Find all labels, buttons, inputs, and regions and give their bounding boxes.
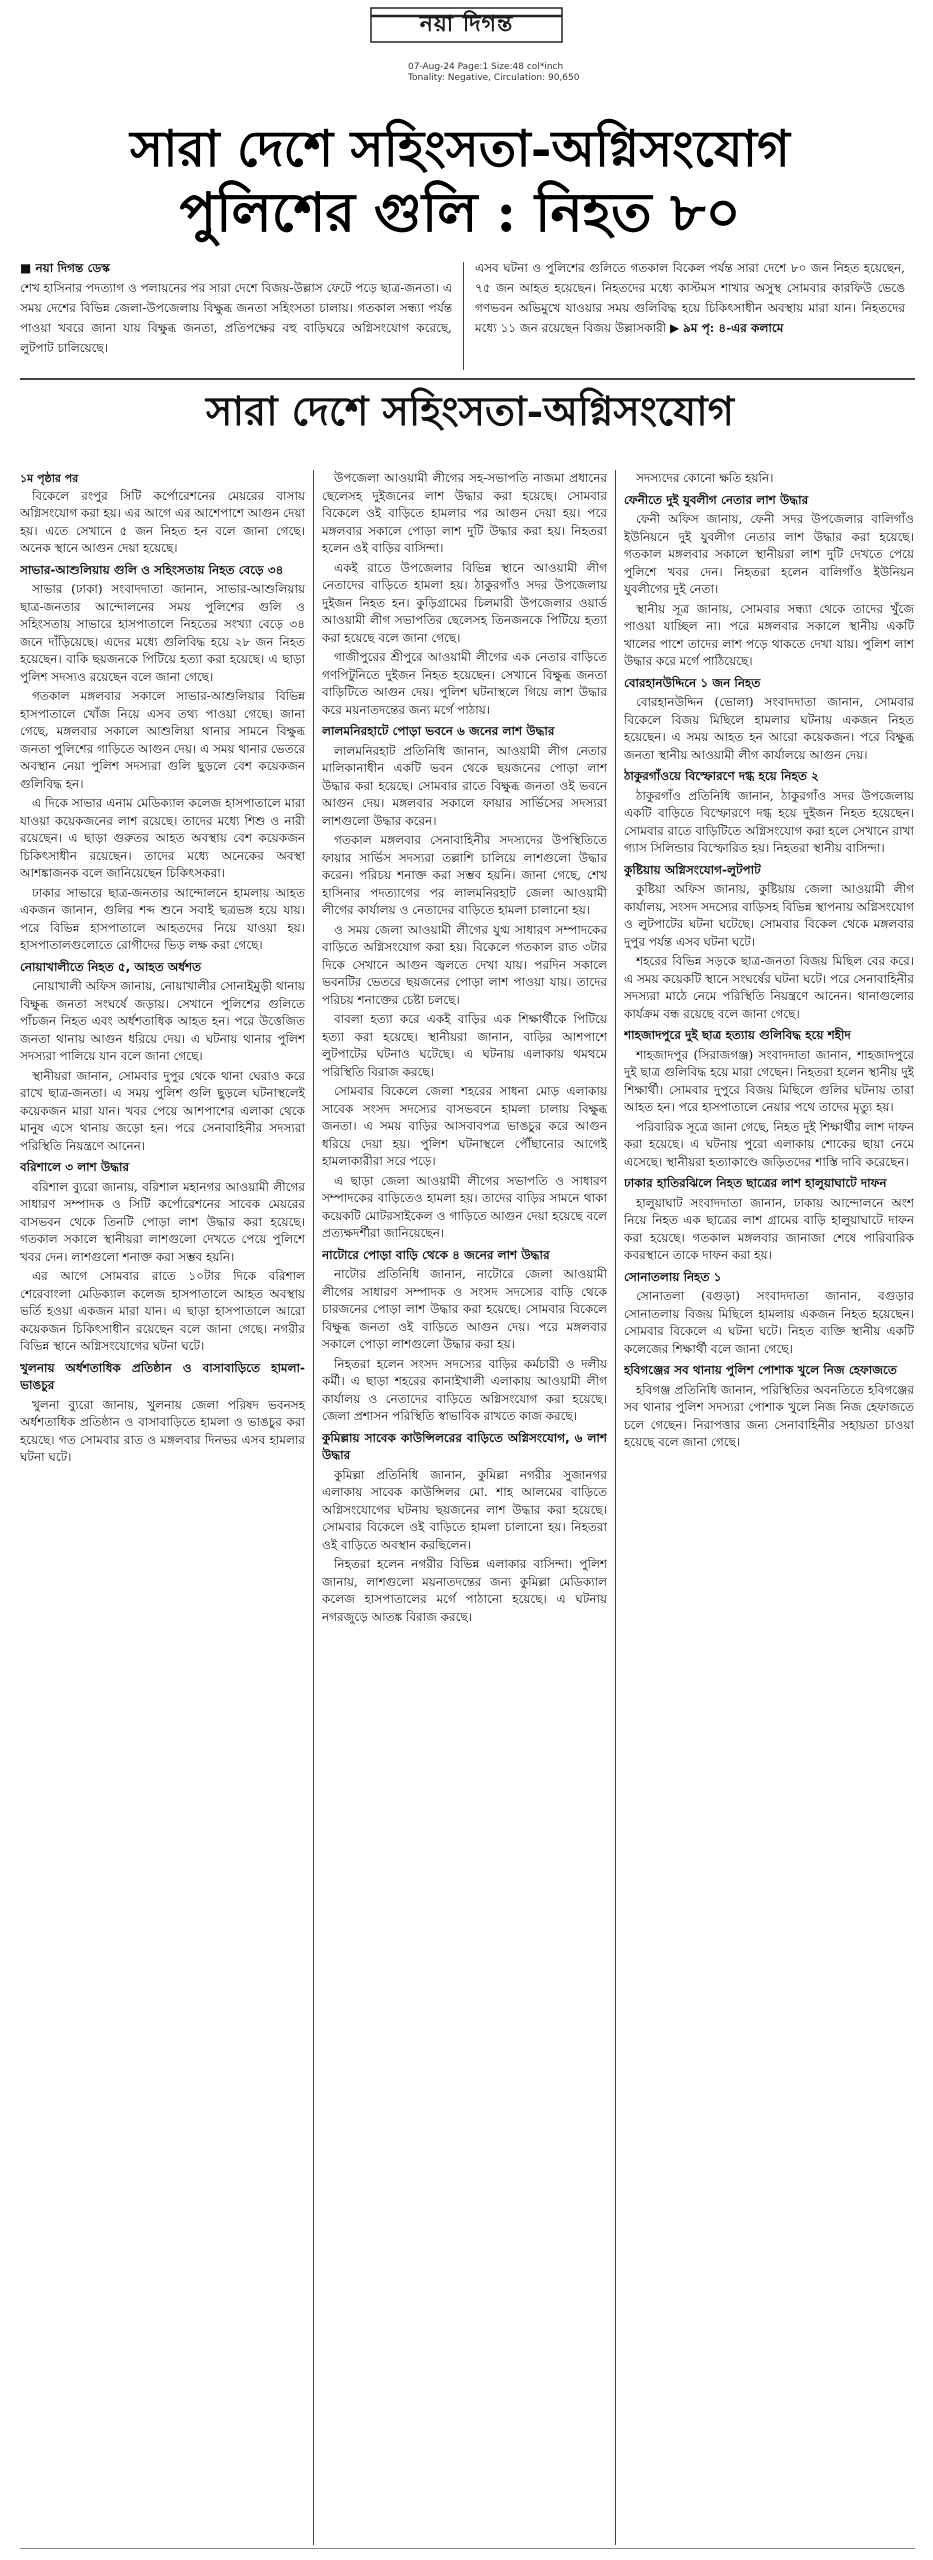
- intro-left-text: শেখ হাসিনার পদত্যাগ ও পলায়নের পর সারা দেশে বিজয়-উল্লাস ফেটে পড়ে ছাত্র-জনতা। এ সময় দেশের বিভিন্ন জেলা-উপজেলায় বিক্ষুব্ধ জনতা সহিংসতা চালায়। গতকাল সন্ধ্যা পর্যন্ত পাওয়া খবরে জানা যায় বিক্ষুব্ধ জনতা, প্রতিপক্ষের বহু বাড়িঘরে অগ্নিসংযোগ করেছে, লুটপাট চালিয়েছে।: [20, 281, 452, 355]
- column-divider-2: [615, 470, 616, 2545]
- paragraph: খুলনা ব্যুরো জানায়, খুলনায় জেলা পরিষদ ভবনসহ অর্ধশতাধিক প্রতিষ্ঠান ও বাসাবাড়িতে হামলা ও ভাঙচুর করা হয়েছে। গত সোমবার রাত ও মঙ্গলবার দিনভর এসব হামলার ঘটনা ঘটে।: [20, 1397, 305, 1464]
- clipping-meta: [408, 62, 579, 84]
- paragraph: ঠাকুরগাঁও প্রতিনিধি জানান, ঠাকুরগাঁও সদর উপজেলায় একটি বাড়িতে বিস্ফোরণে দগ্ধ হয়ে দুইজন নিহত হয়েছেন। সোমবার রাতে বাড়িটিতে অগ্নিসংযোগ করা হলে সেখানে রাখা গ্যাস সিলিন্ডার বিস্ফোরিত হয়। নিহতরা স্থানীয় বাসিন্দা।: [624, 788, 914, 855]
- subheading: বরিশালে ৩ লাশ উদ্ধার: [20, 1160, 130, 1174]
- jump-line: ৯ম পৃ: ৪-এর কলামে: [683, 321, 784, 335]
- headline-line-1: সারা দেশে সহিংসতা-অগ্নিসংযোগ: [130, 119, 790, 178]
- paragraph: বিকেলে রংপুর সিটি কর্পোরেশনের মেয়রের বাসায় অগ্নিসংযোগ করা হয়। এর আগে এর আশেপাশে আগুন দেয়া হয়। এতে সেখানে ৫ জন নিহত হন বলে জানা গেছে। অনেক স্থানে আগুন দেয়া হয়েছে।: [20, 488, 305, 555]
- paragraph: এ দিকে সাভার এনাম মেডিক্যাল কলেজ হাসপাতালে মারা যাওয়া কয়েকজনের লাশ রয়েছে। তাদের মধ্যে শিশু ও নারী রয়েছেন। এ ছাড়া গুরুতর আহত অবস্থায় বেশ কয়েকজন চিকিৎসাধীন রয়েছেন। তাদের মধ্যে অনেকের অবস্থা আশঙ্কাজনক বলে জানিয়েছেন চিকিৎসকরা।: [20, 796, 305, 880]
- paragraph: গাজীপুরের শ্রীপুরে আওয়ামী লীগের এক নেতার বাড়িতে গণপিটুনিতে দুইজন নিহত হয়েছেন। সেখানে বিক্ষুব্ধ জনতা বাড়িটিতে আগুন দেয়। পুলিশ ঘটনাস্থলে গিয়ে লাশ উদ্ধার করে ময়নাতদন্তের জন্য মর্গে পাঠায়।: [322, 650, 607, 717]
- paragraph: লালমনিরহাট প্রতিনিধি জানান, আওয়ামী লীগ নেতার মালিকানাধীন একটি ভবন থেকে ছয়জনের পোড়া লাশ উদ্ধার করা হয়েছে। সোমবার রাতে বিক্ষুব্ধ জনতা ওই ভবনে আগুন দেয়। মঙ্গলবার সকালে ফায়ার সার্ভিসের সদস্যরা লাশগুলো উদ্ধার করেন।: [322, 743, 607, 828]
- headline-line-2: পুলিশের গুলি : নিহত ৮০: [179, 180, 741, 244]
- paragraph: এ ছাড়া জেলা আওয়ামী লীগের সভাপতি ও সাধারণ সম্পাদকের বাড়িতেও হামলা হয়। তাদের বাড়ির সামনে থাকা কয়েকটি মোটরসাইকেল ও গাড়িতে আগুন দেয়া হয়েছে বলে প্রত্যক্ষদর্শীরা জানিয়েছেন।: [322, 1173, 607, 1240]
- subheading: শাহজাদপুরে দুই ছাত্র হত্যায় গুলিবিদ্ধ হয়ে শহীদ: [624, 1028, 851, 1042]
- subheading: ফেনীতে দুই যুবলীগ নেতার লাশ উদ্ধার: [624, 492, 809, 507]
- paragraph: ফেনী অফিস জানায়, ফেনী সদর উপজেলার বালিগাঁও ইউনিয়নে দুই যুবলীগ নেতার লাশ উদ্ধার করা হয়েছে। গতকাল মঙ্গলবার সকালে স্থানীয়রা লাশ দুটি দেখতে পেয়ে পুলিশে খবর দেন। নিহতরা হলেন বালিগাঁও ইউনিয়ন যুবলীগের দুই নেতা।: [624, 512, 914, 596]
- subheading: ঢাকার হাতিরঝিলে নিহত ছাত্রের লাশ হালুয়াঘাটে দাফন: [624, 1176, 887, 1190]
- main-headline: [20, 118, 900, 244]
- paragraph: গতকাল মঙ্গলবার সেনাবাহিনীর সদস্যদের উপস্থিতিতে ফায়ার সার্ভিস সদস্যরা তল্লাশি চালিয়ে লাশগুলো উদ্ধার করেন। পরিচয় শনাক্ত করা সম্ভব হয়নি। জানা গেছে, শেখ হাসিনার পদত্যাগের পর লালমনিরহাট জেলা আওয়ামী লীগের কার্যালয় ও নেতাদের বাড়িতে হামলা চালানো হয়।: [322, 833, 607, 917]
- paragraph: বরিশাল ব্যুরো জানায়, বরিশাল মহানগর আওয়ামী লীগের সাধারণ সম্পাদক ও সিটি কর্পোরেশনের সাবেক মেয়রের বাসভবন থেকে তিনটি পোড়া লাশ উদ্ধার করা হয়েছে। গতকাল সকালে স্থানীয়রা লাশগুলো দেখতে পেয়ে পুলিশে খবর দেন। লাশগুলো শনাক্ত করা সম্ভব হয়নি।: [20, 1179, 305, 1264]
- subheading: সোনাতলায় নিহত ১: [624, 1269, 722, 1284]
- intro-left: [20, 258, 452, 358]
- article-column-3: [624, 470, 914, 2545]
- subheading: লালমনিরহাটে পোড়া ভবনে ৬ জনের লাশ উদ্ধার: [322, 724, 555, 738]
- subheading: কুমিল্লায় সাবেক কাউন্সিলরের বাড়িতে অগ্নিসংযোগ, ৬ লাশ উদ্ধার: [322, 1430, 607, 1462]
- paragraph: এর আগে সোমবার রাতে ১০টার দিকে বরিশাল শেরেবাংলা মেডিক্যাল কলেজ হাসপাতালে আহত অবস্থায় ভর্তি হওয়া একজন মারা যান। এ ছাড়া হাসপাতালে আরো কয়েকজন চিকিৎসাধীন রয়েছেন বলে জানা গেছে। নগরীর বিভিন্ন স্থানে অগ্নিসংযোগের ঘটনা ঘটে।: [20, 1269, 305, 1353]
- subheading: খুলনায় অর্ধশতাধিক প্রতিষ্ঠান ও বাসাবাড়িতে হামলা-ভাঙচুর: [20, 1360, 305, 1392]
- paragraph: হবিগঞ্জ প্রতিনিধি জানান, পরিস্থিতির অবনতিতে হবিগঞ্জের সব থানার পুলিশ সদস্যরা পোশাক খুলে নিজ নিজ হেফাজতে চলে গেছেন। নিরাপত্তার জন্য সেনাবাহিনীর সহায়তা চাওয়া হয়েছে বলে জানা গেছে।: [624, 1382, 914, 1449]
- paragraph: কুমিল্লা প্রতিনিধি জানান, কুমিল্লা নগরীর সুজানগর এলাকায় সাবেক কাউন্সিলর মো. শাহ আলমের বাড়িতে অগ্নিসংযোগের ঘটনায় ছয়জনের লাশ উদ্ধার করা হয়েছে। সোমবার বিকেলে ওই বাড়িতে হামলা চালানো হয়। নিহতরা ওই বাড়িতে অবস্থান করছিলেন।: [322, 1467, 607, 1552]
- byline-text: নয়া দিগন্ত ডেস্ক: [35, 261, 110, 275]
- paragraph: নোয়াখালী অফিস জানায়, নোয়াখালীর সোনাইমুড়ী থানায় বিক্ষুব্ধ জনতা সংঘর্ষে জড়ায়। সেখানে পুলিশের গুলিতে পাঁচজন নিহত এবং অর্ধশতাধিক আহত হন। পরে উত্তেজিত জনতা থানায় আগুন ধরিয়ে দেয়। এ ঘটনায় থানার পুলিশ সদস্যরা পালিয়ে যান বলে জানা গেছে।: [20, 979, 305, 1063]
- meta-line-1: 07-Aug-24 Page:1 Size:48 col*inch: [408, 62, 564, 72]
- paragraph: সদস্যদের কোনো ক্ষতি হয়নি।: [636, 471, 774, 485]
- intro-right-text: এসব ঘটনা ও পুলিশের গুলিতে গতকাল বিকেল পর্যন্ত সারা দেশে ৮০ জন নিহত হয়েছেন, ৭৫ জন আহত হয়েছেন। নিহতদের মধ্যে কাস্টমস শাখার অসুস্থ সোমবার কারফিউ ভেঙে গণভবন অভিমুখে যাওয়ার সময় গুলিবিদ্ধ হয়ে চিকিৎসাধীন অবস্থায় মারা যান। নিহতদের মধ্যে ১১ জন রয়েছেন বিজয় উল্লাসকারী: [475, 261, 905, 335]
- paragraph: স্থানীয় সূত্র জানায়, সোমবার সন্ধ্যা থেকে তাদের খুঁজে পাওয়া যাচ্ছিল না। পরে মঙ্গলবার সকালে স্থানীয় একটি খালের পাশে তাদের লাশ পড়ে থাকতে দেখা যায়। পুলিশ লাশ উদ্ধার করে মর্গে পাঠিয়েছে।: [624, 601, 914, 668]
- paragraph: স্থানীয়রা জানান, সোমবার দুপুর থেকে থানা ঘেরাও করে রাখে ছাত্র-জনতা। এ সময় পুলিশ গুলি ছুড়লে ঘটনাস্থলেই কয়েকজন মারা যান। খবর পেয়ে আশপাশের এলাকা থেকে মানুষ এসে থানায় জড়ো হন। পরে সেনাবাহিনীর সদস্যরা পরিস্থিতি নিয়ন্ত্রণে আনেন।: [20, 1068, 305, 1153]
- column-divider-1: [313, 470, 314, 2545]
- paragraph: নিহতরা হলেন সংসদ সদস্যের বাড়ির কর্মচারী ও দলীয় কর্মী। এ ছাড়া শহরের কানাইখালী এলাকায় আওয়ামী লীগ কার্যালয় ও নেতাদের বাড়িতে অগ্নিসংযোগ করা হয়েছে। জেলা প্রশাসন পরিস্থিতি স্বাভাবিক রাখতে কাজ করছে।: [322, 1356, 607, 1423]
- paragraph: নিহতরা হলেন নগরীর বিভিন্ন এলাকার বাসিন্দা। পুলিশ জানায়, লাশগুলো ময়নাতদন্তের জন্য কুমিল্লা মেডিক্যাল কলেজ হাসপাতালের মর্গে পাঠানো হয়েছে। এ ঘটনায় নগরজুড়ে আতঙ্ক বিরাজ করছে।: [322, 1557, 607, 1624]
- masthead: [0, 0, 933, 83]
- section-rule: [20, 378, 915, 380]
- paragraph: সোনাতলা (বগুড়া) সংবাদদাতা জানান, বগুড়ার সোনাতলায় বিজয় মিছিলে হামলায় একজন নিহত হয়েছেন। সোমবার বিকেলে এ ঘটনা ঘটে। নিহত ব্যক্তি স্থানীয় একটি কলেজের শিক্ষার্থী বলে জানা গেছে।: [624, 1289, 914, 1356]
- paragraph: বোরহানউদ্দিন (ভোলা) সংবাদদাতা জানান, সোমবার বিকেলে বিজয় মিছিলে হামলার ঘটনায় একজন নিহত হয়েছেন। এ সময় আহত হন আরো কয়েকজন। পরে বিক্ষুব্ধ জনতা স্থানীয় আওয়ামী লীগ কার্যালয়ে আগুন দেয়।: [624, 695, 914, 762]
- intro-divider: [463, 262, 464, 370]
- article-column-1: [20, 470, 305, 2545]
- paragraph: একই রাতে উপজেলার বিভিন্ন স্থানে আওয়ামী লীগ নেতাদের বাড়িতে হামলা হয়। ঠাকুরগাঁও সদর উপজেলায় দুইজন নিহত হন। কুড়িগ্রামের চিলমারী উপজেলার ওয়ার্ড আওয়ামী লীগ সভাপতির ছেলেসহ তিনজনকে পিটিয়ে হত্যা করা হয়েছে বলে জানা গেছে।: [322, 560, 607, 645]
- subheading: বোরহানউদ্দিনে ১ জন নিহত: [624, 675, 761, 690]
- paragraph: উপজেলা আওয়ামী লীগের সহ-সভাপতি নাজমা প্রধানের ছেলেসহ দুইজনের লাশ উদ্ধার করা হয়েছে। সোমবার বিকেলে ওই বাড়িতে হামলার পর আগুন দেয়া হয়। পরে মঙ্গলবার সকালে পোড়া লাশ দুটি উদ্ধার করা হয়। নিহতরা হলেন ওই বাড়ির বাসিন্দা।: [322, 471, 607, 555]
- logo-text: নয়া দিগন্ত: [419, 11, 514, 37]
- paragraph: ও সময় জেলা আওয়ামী লীগের যুগ্ম সাধারণ সম্পাদকের বাড়িতে অগ্নিসংযোগ করা হয়। বিকেলে গতকাল রাত ৩টার দিকে সেখানে আগুন জ্বলতে দেখা যায়। পরদিন সকালে ভবনটির ভেতরে ছয়জনের পোড়া লাশ পাওয়া যায়। তাদের পরিচয় শনাক্তের চেষ্টা চলছে।: [322, 922, 607, 1007]
- subheading: নাটোরে পোড়া বাড়ি থেকে ৪ জনের লাশ উদ্ধার: [322, 1247, 550, 1262]
- paragraph: সাভার (ঢাকা) সংবাদদাতা জানান, সাভার-আশুলিয়ায় ছাত্র-জনতার আন্দোলনের সময় পুলিশের গুলি ও সহিংসতায় সাভারে হাসপাতালে নিহতের সংখ্যা বেড়ে ৩৪ জনে দাঁড়িয়েছে। এদের মধ্যে গুলিবিদ্ধ হয়ে ২৮ জন নিহত হয়েছেন। বাকি ছয়জনকে পিটিয়ে হত্যা করা হয়েছে। এ ছাড়া পুলিশ সদস্যও রয়েছেন বলে জানা গেছে।: [20, 582, 305, 684]
- paragraph: নাটোর প্রতিনিধি জানান, নাটোরে জেলা আওয়ামী লীগের সাধারণ সম্পাদক ও সংসদ সদস্যের বাড়ি থেকে চারজনের পোড়া লাশ উদ্ধার করা হয়েছে। সোমবার বিকেলে বিক্ষুব্ধ জনতা ওই বাড়িতে আগুন দেয়। পরে মঙ্গলবার সকালে পোড়া লাশগুলো উদ্ধার করা হয়।: [322, 1267, 607, 1351]
- continuation-title: সারা দেশে সহিংসতা-অগ্নিসংযোগ: [206, 388, 734, 435]
- subheading: ঠাকুরগাঁওয়ে বিস্ফোরণে দগ্ধ হয়ে নিহত ২: [624, 769, 819, 783]
- article-column-2: [322, 470, 607, 2545]
- paragraph: গতকাল মঙ্গলবার সকালে সাভার-আশুলিয়ার বিভিন্ন হাসপাতালে খোঁজ নিয়ে এসব তথ্য পাওয়া গেছে। জানা গেছে, মঙ্গলবার সকালে আশুলিয়া থানার সামনে বিক্ষুব্ধ জনতা পুলিশের গাড়িতে আগুন দেয়। এ সময় থানার ভেতরে অবস্থান নেয়া পুলিশ সদস্যরা গুলি ছুড়লে বেশ কয়েকজন গুলিবিদ্ধ হন।: [20, 689, 305, 791]
- paragraph: বাবলা হত্যা করে একই বাড়ির এক শিক্ষার্থীকে পিটিয়ে হত্যা করা হয়েছে। স্থানীয়রা জানান, বাড়ির আশপাশে লুটপাটের ঘটনাও ঘটেছে। এ ঘটনায় এলাকায় থমথমে পরিস্থিতি বিরাজ করছে।: [322, 1012, 607, 1079]
- paragraph: শহরের বিভিন্ন সড়কে ছাত্র-জনতা বিজয় মিছিল বের করে। এ সময় কয়েকটি স্থানে সংঘর্ষের ঘটনা ঘটে। পরে সেনাবাহিনীর সদস্যরা মাঠে নেমে পরিস্থিতি নিয়ন্ত্রণে আনেন। থানাগুলোর কার্যক্রম বন্ধ রয়েছে বলে জানা গেছে।: [624, 954, 914, 1021]
- subheading: সাভার-আশুলিয়ায় গুলি ও সহিংসতায় নিহত বেড়ে ৩৪: [20, 562, 284, 577]
- newspaper-logo: [370, 6, 563, 44]
- byline-credit: ■ নয়া দিগন্ত ডেস্ক: [20, 261, 110, 275]
- paragraph: হালুয়াঘাট সংবাদদাতা জানান, ঢাকায় আন্দোলনে অংশ নিয়ে নিহত এক ছাত্রের লাশ গ্রামের বাড়ি হালুয়াঘাটে দাফন করা হয়েছে। গতকাল মঙ্গলবার জানাজা শেষে পারিবারিক কবরস্থানে তাকে দাফন করা হয়।: [624, 1195, 914, 1262]
- bottom-rule: [20, 2548, 915, 2549]
- subheading: হবিগঞ্জের সব থানায় পুলিশ পোশাক খুলে নিজ হেফাজতে: [624, 1363, 897, 1377]
- paragraph: শাহজাদপুর (সিরাজগঞ্জ) সংবাদদাতা জানান, শাহজাদপুরে দুই ছাত্র গুলিবিদ্ধ হয়ে মারা গেছেন। নিহতরা হলেন স্থানীয় দুই শিক্ষার্থী। সোমবার দুপুরে বিজয় মিছিলে গুলির ঘটনায় তারা আহত হন। পরে হাসপাতালে নেয়ার পথে তাদের মৃত্যু হয়।: [624, 1047, 914, 1114]
- paragraph: কুষ্টিয়া অফিস জানায়, কুষ্টিয়ায় জেলা আওয়ামী লীগ কার্যালয়, সংসদ সদস্যের বাড়িসহ বিভিন্ন স্থাপনায় অগ্নিসংযোগ ও লুটপাটের ঘটনা ঘটেছে। সোমবার বিকেল থেকে মঙ্গলবার দুপুর পর্যন্ত এসব ঘটনা ঘটে।: [624, 882, 914, 949]
- subheading: নোয়াখালীতে নিহত ৫, আহত অর্ধশত: [20, 959, 202, 974]
- meta-line-2: Tonality: Negative, Circulation: 90,650: [408, 73, 580, 83]
- paragraph: ঢাকার সাভারে ছাত্র-জনতার আন্দোলনে হামলায় আহত একজন জানান, গুলির শব্দ শুনে সবাই ছত্রভঙ্গ হয়ে যায়। পরে বিভিন্ন হাসপাতালে আহতদের নিয়ে যাওয়া হয়। হাসপাতালগুলোতে রোগীদের ভিড় লক্ষ করা গেছে।: [20, 885, 305, 952]
- intro-right: এসব ঘটনা ও পুলিশের গুলিতে গতকাল বিকেল পর্যন্ত সারা দেশে ৮০ জন নিহত হয়েছেন, ৭৫ জন আহত হয়েছেন। নিহতদের মধ্যে কাস্টমস শাখার অসুস্থ সোমবার কারফিউ ভেঙে গণভবন অভিমুখে যাওয়ার সময় গুলিবিদ্ধ হয়ে চিকিৎসাধীন অবস্থায় মারা যান। নিহতদের মধ্যে ১১ জন রয়েছেন বিজয় উল্লাসকারী ▶ ৯ম পৃ: ৪-এর কলামে: [475, 261, 905, 335]
- paragraph: সোমবার বিকেলে জেলা শহরের সাধনা মোড় এলাকায় সাবেক সংসদ সদস্যের বাসভবনে হামলা চালায় বিক্ষুব্ধ জনতা। এ সময় বাড়ির আসবাবপত্র ভাঙচুর করে আগুন ধরিয়ে দেয়া হয়। পুলিশ ঘটনাস্থলে পৌঁছানোর আগেই হামলাকারীরা সরে পড়ে।: [322, 1084, 607, 1168]
- paragraph: পরিবারিক সূত্রে জানা গেছে, নিহত দুই শিক্ষার্থীর লাশ দাফন করা হয়েছে। এ ঘটনায় পুরো এলাকায় শোকের ছায়া নেমে এসেছে। স্থানীয়রা হত্যাকাণ্ডে জড়িতদের শাস্তি দাবি করেছেন।: [624, 1119, 914, 1169]
- subheading: কুষ্টিয়ায় অগ্নিসংযোগ-লুটপাট: [624, 862, 761, 877]
- continued-from-note: ১ম পৃষ্ঠার পর: [20, 472, 79, 485]
